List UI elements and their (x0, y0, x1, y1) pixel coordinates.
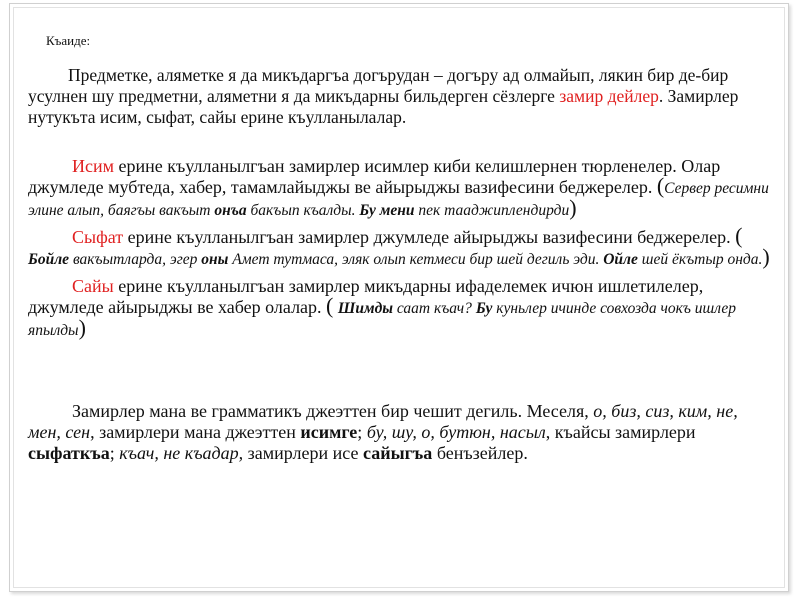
sifat-close-paren: ) (762, 244, 770, 269)
sayi-example-2: куньлер ичинде совхозда чокъ ишлер япылды (28, 300, 736, 339)
comparison-list-3: къач, не къадар, (119, 443, 244, 463)
sifat-example-1: вакъытларда, эгер (69, 251, 202, 268)
sayi-term: Сайы (72, 276, 114, 296)
sayi-text: ерине къулланылгъан замирлер микъдарны ифаделемек ичюн ишлетилелер, джумледе айырыджы ве хабер олалар. (28, 276, 704, 317)
isim-close-paren: ) (569, 195, 577, 220)
sayi-example-bold-2: Бу (475, 300, 493, 317)
comparison-text-d: , къайсы замирлери (545, 422, 696, 442)
sifat-example-bold-3: Ойле (603, 251, 638, 268)
sifat-example-bold-2: оны (201, 251, 229, 268)
isim-text: ерине къулланылгъан замирлер исимлер киби келишлернен тюрленелер. Олар джумледе мубтеда, хабер, тамамлайыджы ве айырыджы вазифесини беджерелер. (28, 156, 721, 197)
comparison-text-a: Замирлер мана ве грамматикъ джеэттен бир чешит дегиль. Меселя, (72, 401, 594, 421)
sayi-close-paren: ) (78, 315, 86, 340)
definition-term: замир дейлер (559, 86, 659, 106)
isim-example-bold-1: онъа (214, 202, 247, 219)
sayi-example-bold-1: Шимды (337, 300, 394, 317)
comparison-sayiga: сайыгъа (363, 443, 433, 463)
sifat-example-2: Амет тутмаса, эляк олып кетмеси бир шей дегиль эди. (228, 251, 604, 268)
comparison-isimge: исимге (300, 422, 358, 442)
definition-text-b: . Замирлер нутукъта исим, сыфат, сайы ерине къулланылалар. (28, 86, 739, 127)
comparison-text-c: ; (357, 422, 367, 442)
slide-frame (9, 3, 789, 592)
comparison-sifatka: сыфаткъа (28, 443, 110, 463)
definition-paragraph (28, 65, 774, 128)
sifat-example-3: шей ёкътыр онда. (637, 251, 763, 268)
sayi-open-paren: ( (326, 293, 334, 318)
sifat-example-bold-1: Бойле (28, 251, 70, 268)
sifat-open-paren: ( (735, 223, 743, 248)
rule-heading: Къаиде: (46, 33, 91, 48)
isim-example-bold-2: Бу мени (359, 202, 415, 219)
definition-text-a: Предметке, аляметке я да микъдаргъа догърудан – догъру ад олмайып, лякин бир де-бир усулнен шу предметни, аляметни я да микъдарны бильдерген сёзлерге (28, 65, 729, 106)
comparison-text-e: ; (109, 443, 120, 463)
comparison-text-g: бенъзейлер. (432, 443, 528, 463)
isim-example-2: бакъып къалды. (246, 202, 360, 219)
comparison-list-2: бу, шу, о, бутюн, насыл (366, 422, 546, 442)
sayi-example-1: саат къач? (393, 300, 476, 317)
comparison-paragraph (28, 401, 774, 464)
comparison-text-b: , замирлери мана джеэттен (90, 422, 301, 442)
comparison-text-f: замирлери исе (243, 443, 363, 463)
sifat-term: Сыфат (72, 227, 124, 247)
isim-example-1: Сервер ресимни элине алып, баягъы вакъыт (28, 180, 769, 219)
isim-open-paren: ( (656, 173, 665, 198)
isim-example-3: пек тааджиплендирди (414, 202, 570, 219)
sifat-text: ерине къулланылгъан замирлер джумледе айырыджы вазифесини беджерелер. (123, 227, 736, 247)
usage-paragraph (28, 156, 774, 341)
isim-term: Исим (72, 156, 115, 176)
comparison-list-1: о, биз, сиз, ким, не, мен, сен (28, 401, 738, 442)
